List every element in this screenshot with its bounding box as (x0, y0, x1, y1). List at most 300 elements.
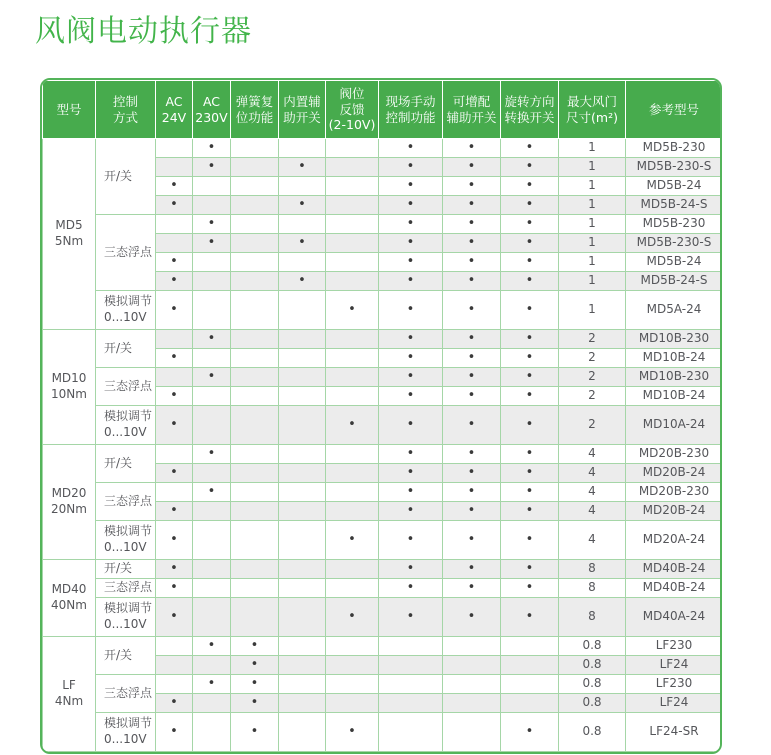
feature-cell-manual-override: • (379, 215, 443, 234)
reference-model-cell: MD40B-24 (626, 560, 723, 579)
feature-cell-direction-switch (501, 675, 559, 694)
feature-cell-builtin-aux-switch (279, 253, 326, 272)
feature-cell-builtin-aux-switch (279, 139, 326, 158)
feature-cell-optional-aux-switch: • (443, 234, 501, 253)
feature-cell-manual-override: • (379, 272, 443, 291)
table-header (43, 81, 723, 139)
feature-cell-ac-24v: • (156, 579, 193, 598)
feature-cell-ac-24v (156, 215, 193, 234)
max-damper-size-cell: 1 (559, 196, 626, 215)
table-row (43, 215, 723, 234)
feature-cell-builtin-aux-switch (279, 560, 326, 579)
control-mode-cell-0-1: 三态浮点 (96, 215, 156, 291)
control-mode-cell-4-2: 模拟调节 0...10V (96, 713, 156, 752)
reference-model-cell: LF230 (626, 637, 723, 656)
feature-cell-builtin-aux-switch (279, 598, 326, 637)
reference-model-cell: MD10B-230 (626, 330, 723, 349)
feature-cell-ac-24v: • (156, 196, 193, 215)
column-header-2: AC 24V (156, 81, 193, 139)
feature-cell-spring-return (231, 177, 279, 196)
feature-cell-spring-return (231, 464, 279, 483)
feature-cell-ac-230v: • (193, 637, 231, 656)
column-header-5: 内置辅 助开关 (279, 81, 326, 139)
feature-cell-ac-230v: • (193, 139, 231, 158)
feature-cell-ac-24v: • (156, 253, 193, 272)
feature-cell-direction-switch: • (501, 368, 559, 387)
feature-cell-manual-override: • (379, 521, 443, 560)
column-header-1: 控制 方式 (96, 81, 156, 139)
feature-cell-spring-return: • (231, 637, 279, 656)
max-damper-size-cell: 2 (559, 368, 626, 387)
feature-cell-spring-return (231, 368, 279, 387)
feature-cell-manual-override: • (379, 291, 443, 330)
feature-cell-ac-230v: • (193, 215, 231, 234)
feature-cell-ac-24v (156, 330, 193, 349)
max-damper-size-cell: 1 (559, 215, 626, 234)
reference-model-cell: MD20B-24 (626, 502, 723, 521)
feature-cell-ac-24v (156, 368, 193, 387)
control-mode-cell-2-2: 模拟调节 0...10V (96, 521, 156, 560)
feature-cell-direction-switch: • (501, 234, 559, 253)
feature-cell-direction-switch (501, 637, 559, 656)
feature-cell-position-feedback (326, 637, 379, 656)
max-damper-size-cell: 4 (559, 464, 626, 483)
feature-cell-position-feedback: • (326, 406, 379, 445)
feature-cell-optional-aux-switch (443, 656, 501, 675)
feature-cell-spring-return: • (231, 656, 279, 675)
reference-model-cell: MD5B-24-S (626, 272, 723, 291)
max-damper-size-cell: 1 (559, 272, 626, 291)
max-damper-size-cell: 1 (559, 253, 626, 272)
feature-cell-manual-override: • (379, 502, 443, 521)
feature-cell-position-feedback (326, 675, 379, 694)
feature-cell-ac-230v (193, 406, 231, 445)
feature-cell-spring-return (231, 291, 279, 330)
feature-cell-builtin-aux-switch (279, 502, 326, 521)
feature-cell-manual-override: • (379, 177, 443, 196)
feature-cell-position-feedback (326, 139, 379, 158)
feature-cell-optional-aux-switch: • (443, 521, 501, 560)
reference-model-cell: MD5B-24-S (626, 196, 723, 215)
feature-cell-optional-aux-switch: • (443, 464, 501, 483)
feature-cell-optional-aux-switch: • (443, 579, 501, 598)
reference-model-cell: LF24 (626, 694, 723, 713)
feature-cell-ac-24v (156, 675, 193, 694)
control-mode-cell-2-0: 开/关 (96, 445, 156, 483)
table-row (43, 406, 723, 445)
control-mode-cell-3-1: 三态浮点 (96, 579, 156, 598)
feature-cell-manual-override: • (379, 253, 443, 272)
feature-cell-position-feedback (326, 215, 379, 234)
model-cell-1: MD10 10Nm (43, 330, 96, 445)
column-header-6: 阀位 反馈 (2-10V) (326, 81, 379, 139)
feature-cell-builtin-aux-switch (279, 177, 326, 196)
feature-cell-builtin-aux-switch (279, 445, 326, 464)
feature-cell-optional-aux-switch: • (443, 445, 501, 464)
feature-cell-position-feedback (326, 368, 379, 387)
reference-model-cell: LF24 (626, 656, 723, 675)
feature-cell-ac-230v: • (193, 330, 231, 349)
feature-cell-optional-aux-switch: • (443, 272, 501, 291)
feature-cell-manual-override: • (379, 598, 443, 637)
feature-cell-spring-return (231, 445, 279, 464)
feature-cell-ac-230v (193, 291, 231, 330)
feature-cell-manual-override (379, 694, 443, 713)
feature-cell-direction-switch: • (501, 713, 559, 752)
reference-model-cell: MD10B-24 (626, 387, 723, 406)
control-mode-cell-0-2: 模拟调节 0...10V (96, 291, 156, 330)
max-damper-size-cell: 8 (559, 560, 626, 579)
feature-cell-manual-override: • (379, 445, 443, 464)
feature-cell-manual-override (379, 713, 443, 752)
feature-cell-ac-24v: • (156, 349, 193, 368)
feature-cell-ac-24v: • (156, 406, 193, 445)
max-damper-size-cell: 4 (559, 483, 626, 502)
feature-cell-builtin-aux-switch (279, 349, 326, 368)
control-mode-cell-4-1: 三态浮点 (96, 675, 156, 713)
feature-cell-direction-switch: • (501, 158, 559, 177)
actuator-spec-table-container (40, 78, 722, 754)
max-damper-size-cell: 0.8 (559, 675, 626, 694)
feature-cell-position-feedback (326, 158, 379, 177)
feature-cell-spring-return (231, 579, 279, 598)
feature-cell-manual-override: • (379, 483, 443, 502)
column-header-4: 弹簧复 位功能 (231, 81, 279, 139)
reference-model-cell: MD5B-230 (626, 139, 723, 158)
feature-cell-builtin-aux-switch (279, 387, 326, 406)
feature-cell-optional-aux-switch (443, 637, 501, 656)
feature-cell-spring-return (231, 406, 279, 445)
feature-cell-builtin-aux-switch (279, 675, 326, 694)
feature-cell-position-feedback (326, 330, 379, 349)
feature-cell-spring-return (231, 560, 279, 579)
feature-cell-ac-24v (156, 656, 193, 675)
max-damper-size-cell: 1 (559, 139, 626, 158)
feature-cell-direction-switch: • (501, 196, 559, 215)
feature-cell-direction-switch: • (501, 291, 559, 330)
feature-cell-ac-24v: • (156, 464, 193, 483)
feature-cell-ac-24v (156, 483, 193, 502)
feature-cell-ac-24v: • (156, 694, 193, 713)
max-damper-size-cell: 0.8 (559, 713, 626, 752)
max-damper-size-cell: 2 (559, 387, 626, 406)
feature-cell-ac-230v (193, 656, 231, 675)
feature-cell-ac-24v: • (156, 598, 193, 637)
feature-cell-direction-switch: • (501, 579, 559, 598)
feature-cell-builtin-aux-switch: • (279, 272, 326, 291)
column-header-11: 参考型号 (626, 81, 723, 139)
feature-cell-direction-switch: • (501, 253, 559, 272)
feature-cell-position-feedback: • (326, 291, 379, 330)
feature-cell-ac-24v (156, 158, 193, 177)
column-header-3: AC 230V (193, 81, 231, 139)
feature-cell-ac-24v: • (156, 521, 193, 560)
feature-cell-ac-230v (193, 598, 231, 637)
reference-model-cell: LF24-SR (626, 713, 723, 752)
feature-cell-optional-aux-switch: • (443, 291, 501, 330)
model-cell-4: LF 4Nm (43, 637, 96, 752)
feature-cell-direction-switch: • (501, 349, 559, 368)
feature-cell-direction-switch: • (501, 502, 559, 521)
feature-cell-spring-return (231, 330, 279, 349)
table-row (43, 483, 723, 502)
feature-cell-ac-230v: • (193, 483, 231, 502)
feature-cell-ac-230v (193, 502, 231, 521)
feature-cell-optional-aux-switch: • (443, 483, 501, 502)
feature-cell-manual-override: • (379, 406, 443, 445)
reference-model-cell: MD5B-230-S (626, 234, 723, 253)
reference-model-cell: MD20B-230 (626, 483, 723, 502)
feature-cell-direction-switch: • (501, 445, 559, 464)
feature-cell-ac-24v: • (156, 560, 193, 579)
feature-cell-spring-return (231, 502, 279, 521)
max-damper-size-cell: 1 (559, 234, 626, 253)
feature-cell-position-feedback (326, 177, 379, 196)
feature-cell-direction-switch: • (501, 464, 559, 483)
reference-model-cell: MD20A-24 (626, 521, 723, 560)
reference-model-cell: MD40A-24 (626, 598, 723, 637)
feature-cell-ac-230v (193, 521, 231, 560)
table-row (43, 598, 723, 637)
feature-cell-ac-230v (193, 349, 231, 368)
control-mode-cell-2-1: 三态浮点 (96, 483, 156, 521)
feature-cell-spring-return: • (231, 713, 279, 752)
feature-cell-position-feedback: • (326, 521, 379, 560)
feature-cell-builtin-aux-switch (279, 330, 326, 349)
control-mode-cell-1-1: 三态浮点 (96, 368, 156, 406)
feature-cell-manual-override: • (379, 234, 443, 253)
feature-cell-ac-230v (193, 253, 231, 272)
feature-cell-manual-override: • (379, 387, 443, 406)
max-damper-size-cell: 1 (559, 158, 626, 177)
feature-cell-builtin-aux-switch (279, 368, 326, 387)
feature-cell-ac-24v: • (156, 291, 193, 330)
feature-cell-ac-24v (156, 637, 193, 656)
feature-cell-manual-override: • (379, 330, 443, 349)
feature-cell-optional-aux-switch (443, 713, 501, 752)
feature-cell-spring-return: • (231, 675, 279, 694)
feature-cell-spring-return: • (231, 694, 279, 713)
feature-cell-position-feedback (326, 579, 379, 598)
feature-cell-direction-switch: • (501, 177, 559, 196)
table-row (43, 291, 723, 330)
max-damper-size-cell: 0.8 (559, 694, 626, 713)
max-damper-size-cell: 4 (559, 445, 626, 464)
feature-cell-manual-override: • (379, 139, 443, 158)
feature-cell-optional-aux-switch: • (443, 196, 501, 215)
control-mode-cell-1-0: 开/关 (96, 330, 156, 368)
feature-cell-builtin-aux-switch (279, 637, 326, 656)
feature-cell-manual-override: • (379, 579, 443, 598)
feature-cell-ac-24v: • (156, 387, 193, 406)
feature-cell-spring-return (231, 196, 279, 215)
feature-cell-direction-switch: • (501, 387, 559, 406)
feature-cell-ac-230v (193, 464, 231, 483)
column-header-0: 型号 (43, 81, 96, 139)
feature-cell-position-feedback (326, 502, 379, 521)
feature-cell-ac-24v (156, 139, 193, 158)
feature-cell-direction-switch: • (501, 560, 559, 579)
feature-cell-manual-override: • (379, 464, 443, 483)
table-row (43, 579, 723, 598)
feature-cell-spring-return (231, 139, 279, 158)
table-row (43, 445, 723, 464)
feature-cell-builtin-aux-switch (279, 464, 326, 483)
feature-cell-builtin-aux-switch (279, 656, 326, 675)
feature-cell-direction-switch: • (501, 330, 559, 349)
feature-cell-optional-aux-switch: • (443, 330, 501, 349)
column-header-8: 可增配 辅助开关 (443, 81, 501, 139)
feature-cell-position-feedback (326, 694, 379, 713)
feature-cell-manual-override: • (379, 158, 443, 177)
feature-cell-spring-return (231, 253, 279, 272)
feature-cell-ac-230v (193, 713, 231, 752)
feature-cell-builtin-aux-switch (279, 694, 326, 713)
feature-cell-optional-aux-switch: • (443, 349, 501, 368)
feature-cell-builtin-aux-switch (279, 713, 326, 752)
feature-cell-builtin-aux-switch (279, 406, 326, 445)
feature-cell-spring-return (231, 349, 279, 368)
max-damper-size-cell: 0.8 (559, 637, 626, 656)
table-row (43, 139, 723, 158)
feature-cell-optional-aux-switch: • (443, 177, 501, 196)
reference-model-cell: MD10A-24 (626, 406, 723, 445)
control-mode-cell-3-2: 模拟调节 0...10V (96, 598, 156, 637)
feature-cell-spring-return (231, 215, 279, 234)
reference-model-cell: MD5B-230-S (626, 158, 723, 177)
feature-cell-ac-230v: • (193, 158, 231, 177)
feature-cell-optional-aux-switch (443, 694, 501, 713)
feature-cell-builtin-aux-switch (279, 215, 326, 234)
max-damper-size-cell: 8 (559, 579, 626, 598)
max-damper-size-cell: 0.8 (559, 656, 626, 675)
feature-cell-optional-aux-switch: • (443, 406, 501, 445)
feature-cell-spring-return (231, 234, 279, 253)
feature-cell-ac-230v: • (193, 675, 231, 694)
feature-cell-manual-override (379, 675, 443, 694)
feature-cell-direction-switch (501, 694, 559, 713)
feature-cell-optional-aux-switch: • (443, 139, 501, 158)
feature-cell-direction-switch: • (501, 483, 559, 502)
feature-cell-builtin-aux-switch (279, 579, 326, 598)
feature-cell-spring-return (231, 387, 279, 406)
reference-model-cell: MD5B-230 (626, 215, 723, 234)
feature-cell-spring-return (231, 598, 279, 637)
feature-cell-optional-aux-switch: • (443, 368, 501, 387)
control-mode-cell-0-0: 开/关 (96, 139, 156, 215)
max-damper-size-cell: 2 (559, 330, 626, 349)
table-row (43, 675, 723, 694)
feature-cell-position-feedback (326, 387, 379, 406)
feature-cell-manual-override: • (379, 368, 443, 387)
feature-cell-builtin-aux-switch (279, 483, 326, 502)
feature-cell-optional-aux-switch: • (443, 158, 501, 177)
feature-cell-ac-230v: • (193, 368, 231, 387)
feature-cell-direction-switch (501, 656, 559, 675)
feature-cell-spring-return (231, 272, 279, 291)
model-cell-3: MD40 40Nm (43, 560, 96, 637)
reference-model-cell: MD5A-24 (626, 291, 723, 330)
table-row (43, 330, 723, 349)
model-cell-2: MD20 20Nm (43, 445, 96, 560)
column-header-7: 现场手动 控制功能 (379, 81, 443, 139)
feature-cell-builtin-aux-switch (279, 291, 326, 330)
feature-cell-optional-aux-switch: • (443, 387, 501, 406)
max-damper-size-cell: 1 (559, 291, 626, 330)
feature-cell-direction-switch: • (501, 215, 559, 234)
feature-cell-ac-24v (156, 445, 193, 464)
table-row (43, 713, 723, 752)
feature-cell-position-feedback (326, 196, 379, 215)
feature-cell-position-feedback (326, 234, 379, 253)
feature-cell-builtin-aux-switch: • (279, 158, 326, 177)
reference-model-cell: LF230 (626, 675, 723, 694)
control-mode-cell-1-2: 模拟调节 0...10V (96, 406, 156, 445)
control-mode-cell-3-0: 开/关 (96, 560, 156, 579)
table-row (43, 637, 723, 656)
feature-cell-position-feedback (326, 349, 379, 368)
feature-cell-position-feedback (326, 560, 379, 579)
model-cell-0: MD5 5Nm (43, 139, 96, 330)
feature-cell-builtin-aux-switch: • (279, 196, 326, 215)
feature-cell-ac-24v: • (156, 272, 193, 291)
feature-cell-position-feedback (326, 483, 379, 502)
control-mode-cell-4-0: 开/关 (96, 637, 156, 675)
table-body (43, 139, 723, 752)
feature-cell-optional-aux-switch: • (443, 215, 501, 234)
feature-cell-optional-aux-switch: • (443, 502, 501, 521)
feature-cell-ac-230v (193, 177, 231, 196)
feature-cell-ac-230v (193, 272, 231, 291)
feature-cell-position-feedback (326, 464, 379, 483)
column-header-10: 最大风门 尺寸(m²) (559, 81, 626, 139)
feature-cell-ac-230v (193, 579, 231, 598)
max-damper-size-cell: 4 (559, 521, 626, 560)
feature-cell-ac-24v: • (156, 713, 193, 752)
feature-cell-builtin-aux-switch (279, 521, 326, 560)
page-title: 风阀电动执行器 (35, 14, 252, 49)
max-damper-size-cell: 2 (559, 406, 626, 445)
feature-cell-builtin-aux-switch: • (279, 234, 326, 253)
feature-cell-manual-override (379, 656, 443, 675)
header-row (43, 81, 723, 139)
reference-model-cell: MD20B-24 (626, 464, 723, 483)
feature-cell-position-feedback (326, 656, 379, 675)
feature-cell-optional-aux-switch: • (443, 598, 501, 637)
feature-cell-position-feedback: • (326, 598, 379, 637)
table-row (43, 521, 723, 560)
max-damper-size-cell: 1 (559, 177, 626, 196)
table-row (43, 368, 723, 387)
feature-cell-ac-230v (193, 196, 231, 215)
feature-cell-ac-230v (193, 560, 231, 579)
feature-cell-manual-override (379, 637, 443, 656)
reference-model-cell: MD40B-24 (626, 579, 723, 598)
feature-cell-manual-override: • (379, 349, 443, 368)
feature-cell-position-feedback: • (326, 713, 379, 752)
table-row (43, 560, 723, 579)
reference-model-cell: MD20B-230 (626, 445, 723, 464)
actuator-spec-table (42, 80, 722, 752)
reference-model-cell: MD10B-24 (626, 349, 723, 368)
feature-cell-position-feedback (326, 445, 379, 464)
feature-cell-ac-230v: • (193, 445, 231, 464)
feature-cell-spring-return (231, 483, 279, 502)
feature-cell-manual-override: • (379, 560, 443, 579)
feature-cell-direction-switch: • (501, 598, 559, 637)
feature-cell-ac-24v (156, 234, 193, 253)
feature-cell-spring-return (231, 158, 279, 177)
